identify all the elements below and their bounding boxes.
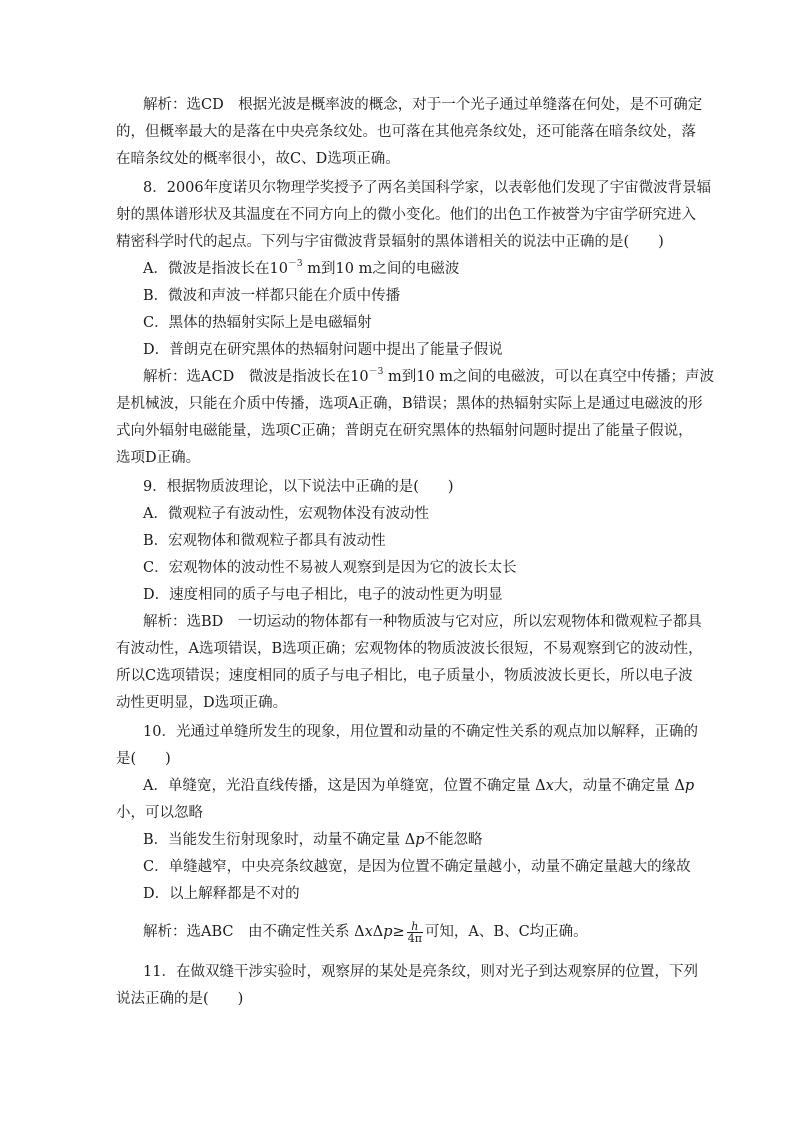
answer-7-line-3: 在暗条纹处的概率很小，故C、D选项正确。 [116, 151, 400, 167]
answer-9-line-4: 动性更明显，D选项正确。 [116, 695, 288, 711]
planck-fraction: $\frac{h}{4\pi}$ [407, 919, 422, 945]
question-8-option-d: D．普朗克在研究黑体的热辐射问题中提出了能量子假说 [143, 342, 503, 358]
answer-8-line-4: 选项D正确。 [116, 450, 201, 466]
question-9-line-1: 9．根据物质波理论，以下说法中正确的是( ) [143, 479, 454, 495]
answer-10-line-1: 解析：选ABC 由不确定性关系 ΔxΔp≥ $\frac{h}{4\pi}$ 可知，A、B、C均正确。 [143, 919, 588, 945]
answer-7-line-1: 解析：选CD 根据光波是概率波的概念，对于一个光子通过单缝落在何处，是不可确定 [143, 97, 703, 113]
question-9-option-d: D．速度相同的质子与电子相比，电子的波动性更为明显 [143, 587, 503, 603]
answer-8-line-2: 是机械波，只能在介质中传播，选项A正确，B错误；黑体的热辐射实际上是通过电磁波的形 [116, 396, 703, 412]
question-9-option-a: A．微观粒子有波动性，宏观物体没有波动性 [143, 506, 429, 522]
question-8-line-3: 精密科学时代的起点。下列与宇宙微波背景辐射的黑体谱相关的说法中正确的是( ) [116, 234, 664, 250]
question-10-option-d: D．以上解释都是不对的 [143, 886, 300, 902]
answer-7-line-2: 的，但概率最大的是落在中央亮条纹处。也可落在其他亮条纹处，还可能落在暗条纹处，落 [116, 124, 696, 140]
answer-8-line-1: 解析：选ACD 微波是指波长在$10^{-3}$ m到10 m之间的电磁波，可以在真空中传播；声波 [143, 367, 715, 385]
question-8-option-b: B．微波和声波一样都只能在介质中传播 [143, 288, 401, 304]
question-10-line-2: 是( ) [116, 751, 171, 767]
question-8-line-2: 射的黑体谱形状及其温度在不同方向上的微小变化。他们的出色工作被誉为宇宙学研究进入 [116, 207, 696, 223]
answer-9-line-3: 所以C选项错误；速度相同的质子与电子相比，电子质量小，物质波波长更长，所以电子波 [116, 668, 693, 684]
question-8-option-a: A．微波是指波长在$10^{-3}$ m到10 m之间的电磁波 [143, 259, 460, 277]
answer-8-line-3: 式向外辐射电磁能量，选项C正确；普朗克在研究黑体的热辐射问题时提出了能量子假说， [116, 423, 693, 439]
question-10-option-a-line-2: 小，可以忽略 [116, 805, 203, 821]
question-8-option-c: C．黑体的热辐射实际上是电磁辐射 [143, 315, 372, 331]
question-10-option-c: C．单缝越窄，中央亮条纹越宽，是因为位置不确定量越小，动量不确定量越大的缘故 [143, 859, 691, 875]
question-11-line-1: 11．在做双缝干涉实验时，观察屏的某处是亮条纹，则对光子到达观察屏的位置，下列 [143, 964, 698, 980]
question-10-option-b: B．当能发生衍射现象时，动量不确定量 Δp不能忽略 [143, 832, 483, 848]
question-8-line-1: 8．2006年度诺贝尔物理学奖授予了两名美国科学家，以表彰他们发现了宇宙微波背景辐 [143, 180, 712, 196]
question-9-option-c: C．宏观物体的波动性不易被人观察到是因为它的波长太长 [143, 560, 517, 576]
answer-9-line-1: 解析：选BD 一切运动的物体都有一种物质波与它对应，所以宏观物体和微观粒子都具 [143, 614, 702, 630]
question-10-line-1: 10．光通过单缝所发生的现象，用位置和动量的不确定性关系的观点加以解释，正确的 [143, 724, 698, 740]
answer-9-line-2: 有波动性，A选项错误，B选项正确；宏观物体的物质波波长很短，不易观察到它的波动性， [116, 641, 703, 657]
question-11-line-2: 说法正确的是( ) [116, 991, 244, 1007]
question-9-option-b: B．宏观物体和微观粒子都具有波动性 [143, 533, 386, 549]
question-10-option-a-line-1: A．单缝宽，光沿直线传播，这是因为单缝宽，位置不确定量 Δx大，动量不确定量 Δp [143, 778, 695, 794]
